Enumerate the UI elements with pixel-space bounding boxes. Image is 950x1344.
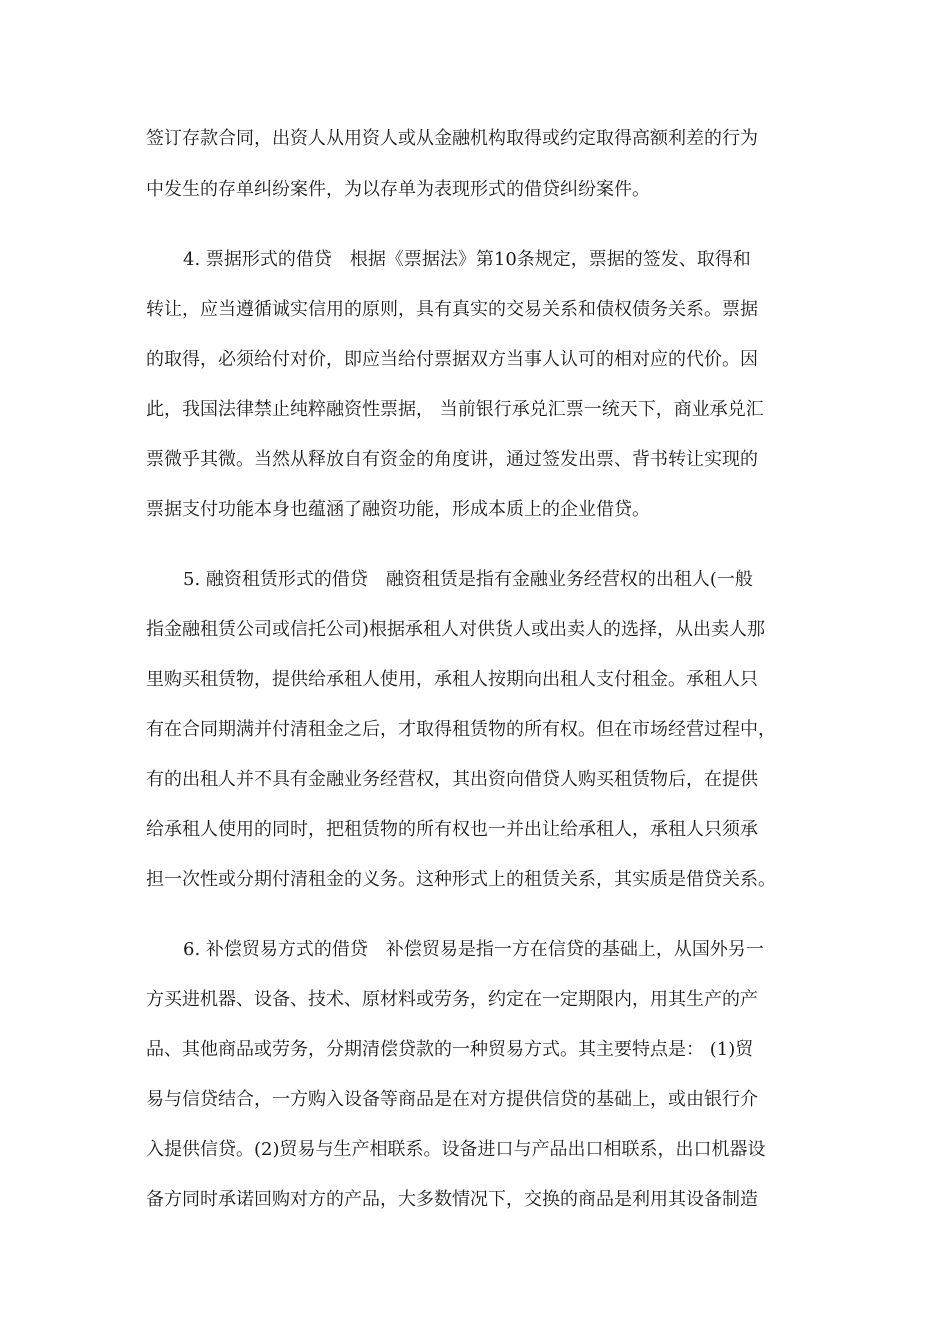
paragraph-2-line-3: 的取得，必须给付对价，即应当给付票据双方当事人认可的相对应的代价。因: [146, 349, 758, 370]
paragraph-2-line-2: 转让，应当遵循诚实信用的原则，具有真实的交易关系和债权债务关系。票据: [146, 299, 758, 320]
paragraph-4-line-6: 备方同时承诺回购对方的产品，大多数情况下，交换的商品是利用其设备制造: [146, 1189, 758, 1210]
paragraph-3-line-3: 里购买租赁物，提供给承租人使用，承租人按期向出租人支付租金。承租人只: [146, 669, 758, 690]
paragraph-4-line-1: 6. 补偿贸易方式的借贷 补偿贸易是指一方在信贷的基础上，从国外另一: [183, 939, 764, 960]
paragraph-1-line-2: 中发生的存单纠纷案件，为以存单为表现形式的借贷纠纷案件。: [146, 179, 650, 200]
paragraph-2-line-5: 票微乎其微。当然从释放自有资金的角度讲，通过签发出票、背书转让实现的: [146, 449, 758, 470]
paragraph-4-line-3: 品、其他商品或劳务，分期清偿贷款的一种贸易方式。其主要特点是： (1)贸: [146, 1039, 754, 1060]
paragraph-3-line-2: 指金融租赁公司或信托公司)根据承租人对供货人或出卖人的选择，从出卖人那: [146, 619, 766, 640]
paragraph-2-line-4: 此，我国法律禁止纯粹融资性票据， 当前银行承兑汇票一统天下，商业承兑汇: [146, 399, 764, 420]
paragraph-3-line-4: 有在合同期满并付清租金之后，才取得租赁物的所有权。但在市场经营过程中，: [146, 719, 776, 740]
paragraph-2-line-6: 票据支付功能本身也蕴涵了融资功能，形成本质上的企业借贷。: [146, 499, 650, 520]
paragraph-1-line-1: 签订存款合同，出资人从用资人或从金融机构取得或约定取得高额利差的行为: [146, 128, 758, 149]
paragraph-3-line-6: 给承租人使用的同时，把租赁物的所有权也一并出让给承租人，承租人只须承: [146, 819, 758, 840]
paragraph-2-line-1: 4. 票据形式的借贷 根据《票据法》第10条规定，票据的签发、取得和: [183, 249, 751, 270]
paragraph-3-line-5: 有的出租人并不具有金融业务经营权，其出资向借贷人购买租赁物后，在提供: [146, 769, 758, 790]
paragraph-4-line-2: 方买进机器、设备、技术、原材料或劳务，约定在一定期限内，用其生产的产: [146, 989, 758, 1010]
paragraph-3-line-7: 担一次性或分期付清租金的义务。这种形式上的租赁关系，其实质是借贷关系。: [146, 869, 776, 890]
paragraph-4-line-5: 入提供信贷。(2)贸易与生产相联系。设备进口与产品出口相联系，出口机器设: [146, 1139, 766, 1160]
paragraph-3-line-1: 5. 融资租赁形式的借贷 融资租赁是指有金融业务经营权的出租人(一般: [183, 569, 753, 590]
paragraph-4-line-4: 易与信贷结合，一方购入设备等商品是在对方提供信贷的基础上，或由银行介: [146, 1089, 758, 1110]
